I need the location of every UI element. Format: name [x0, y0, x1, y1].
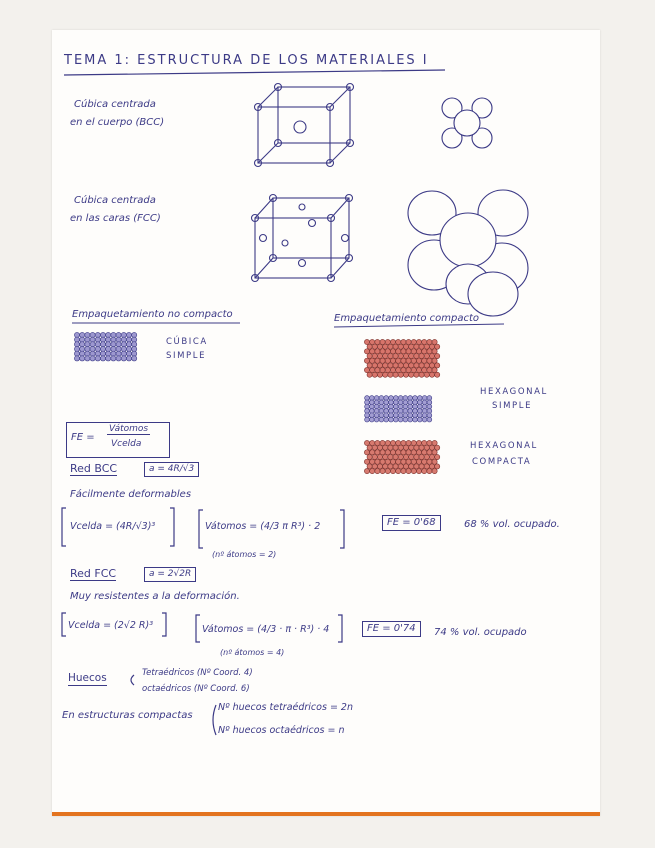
compact-red-atom: [372, 372, 377, 377]
compact-red-atom: [414, 353, 419, 358]
hex-compact-atom: [409, 445, 414, 450]
hex-compact-atom: [432, 468, 437, 473]
compact-red-atom: [424, 372, 429, 377]
compact-red-atom: [401, 367, 406, 372]
hex-compact-atom: [380, 450, 385, 455]
fcc-vcelda: Vcelda = (2√2 R)³: [68, 620, 154, 631]
hex-simple-atom: [374, 417, 379, 422]
bcc-label-line2: en el cuerpo (BCC): [70, 117, 165, 128]
simple-cubic-label-1: CÚBICA: [166, 337, 208, 347]
compact-red-atom: [411, 339, 416, 344]
compact-red-atom: [390, 339, 395, 344]
compact-red-atom: [393, 363, 398, 368]
hex-compact-atom: [370, 459, 375, 464]
compact-red-atom: [411, 349, 416, 354]
hex-simple-atom: [413, 417, 418, 422]
hex-compact-atom: [370, 440, 375, 445]
compact-red-atom: [372, 363, 377, 368]
bcc-spheres-drawing: [442, 98, 492, 148]
compact-red-atom: [396, 339, 401, 344]
compact-red-atom: [377, 372, 382, 377]
compact-red-atom: [385, 358, 390, 363]
compact-red-atom: [364, 367, 369, 372]
hex-compact-atom: [364, 450, 369, 455]
hex-compact-atom: [401, 459, 406, 464]
hex-compact-atom: [406, 468, 411, 473]
hex-compact-atom: [401, 440, 406, 445]
hex-simple-atom: [393, 417, 398, 422]
red-fcc-title: Red FCC: [70, 567, 117, 580]
hex-simple-label-1: HEXAGONAL: [480, 387, 548, 397]
hex-compact-atom: [388, 454, 393, 459]
hex-compact-atom: [393, 464, 398, 469]
compact-red-atom: [411, 358, 416, 363]
huecos-tetra: Tetraédricos (Nº Coord. 4): [142, 668, 253, 678]
hex-compact-atom: [370, 468, 375, 473]
hex-compact-atom: [411, 450, 416, 455]
hex-compact-atom: [396, 450, 401, 455]
compact-red-atom: [375, 339, 380, 344]
huecos-compact-label: En estructuras compactas: [62, 710, 193, 721]
compact-red-atom: [411, 367, 416, 372]
compact-red-atom: [385, 339, 390, 344]
compact-red-atom: [367, 363, 372, 368]
hex-simple-atom: [422, 417, 427, 422]
hex-compact-atom: [416, 468, 421, 473]
compact-red-atom: [364, 358, 369, 363]
compact-red-atom: [383, 363, 388, 368]
compact-red-atom: [403, 363, 408, 368]
compact-red-atom: [383, 344, 388, 349]
hex-compact-atom: [424, 464, 429, 469]
compact-red-atom: [380, 339, 385, 344]
compact-red-atom: [380, 367, 385, 372]
compact-red-atom: [401, 349, 406, 354]
notebook-page: [52, 30, 600, 816]
compact-red-atom: [409, 344, 414, 349]
compact-red-atom: [372, 353, 377, 358]
compact-red-atom: [398, 344, 403, 349]
compact-red-atom: [422, 339, 427, 344]
hex-simple-atom: [427, 417, 432, 422]
bcc-vatomos: Vátomos = (4/3 π R³) · 2: [205, 521, 321, 532]
compact-red-atom: [383, 372, 388, 377]
compact-red-atom: [390, 367, 395, 372]
hex-compact-atom: [375, 459, 380, 464]
hex-compact-atom: [375, 468, 380, 473]
huecos-octa: octaédricos (Nº Coord. 6): [142, 684, 250, 694]
simple-cubic-atom: [111, 356, 116, 361]
compact-red-atom: [422, 367, 427, 372]
huecos-octa-count: Nº huecos octaédricos = n: [218, 725, 345, 736]
compact-red-atom: [398, 372, 403, 377]
hex-compact-atom: [435, 464, 440, 469]
fe-numerator: Vátomos: [109, 424, 149, 434]
compact-red-atom: [409, 372, 414, 377]
simple-cubic-atom: [106, 356, 111, 361]
compact-red-atom: [432, 358, 437, 363]
compact-red-atom: [380, 349, 385, 354]
hex-compact-atom: [422, 459, 427, 464]
compact-red-atom: [401, 339, 406, 344]
compact-red-atom: [422, 358, 427, 363]
hex-compact-atom: [419, 454, 424, 459]
hex-simple-atom: [389, 417, 394, 422]
hex-simple-atom: [403, 417, 408, 422]
bcc-natomos: (nº átomos = 2): [212, 550, 277, 559]
fcc-vatomos: Vátomos = (4/3 · π · R³) · 4: [202, 624, 330, 635]
hex-compact-atom: [416, 440, 421, 445]
non-compact-title: Empaquetamiento no compacto: [72, 309, 233, 320]
simple-cubic-atom: [85, 356, 90, 361]
simple-cubic-atom: [90, 356, 95, 361]
simple-cubic-atom: [121, 356, 126, 361]
hex-compact-atom: [429, 464, 434, 469]
simple-cubic-atom: [95, 356, 100, 361]
fe-definition-box: [66, 422, 170, 458]
compact-red-atom: [427, 367, 432, 372]
hex-compact-atom: [375, 440, 380, 445]
compact-red-atom: [396, 367, 401, 372]
compact-red-atom: [367, 344, 372, 349]
hex-simple-label-2: SIMPLE: [492, 401, 533, 411]
hex-compact-atom: [406, 450, 411, 455]
hex-compact-atom: [372, 454, 377, 459]
hex-compact-atoms: [364, 440, 439, 473]
hex-compact-atom: [403, 464, 408, 469]
hex-compact-atom: [435, 454, 440, 459]
hex-compact-atom: [411, 468, 416, 473]
bcc-note: Fácilmente deformables: [70, 489, 192, 500]
bcc-cube-drawing: [255, 84, 354, 167]
hex-compact-atom: [393, 445, 398, 450]
compact-red-atom: [414, 372, 419, 377]
fcc-label-line1: Cúbica centrada: [74, 195, 156, 206]
hex-compact-atom: [414, 445, 419, 450]
compact-red-atom: [372, 344, 377, 349]
compact-red-atom: [375, 367, 380, 372]
compact-red-atom: [406, 367, 411, 372]
compact-red-atom: [406, 349, 411, 354]
compact-red-atom: [380, 358, 385, 363]
compact-red-atom: [367, 372, 372, 377]
fcc-occupied: 74 % vol. ocupado: [434, 627, 527, 638]
compact-red-atom: [424, 353, 429, 358]
hex-compact-atom: [424, 454, 429, 459]
compact-red-atom: [416, 367, 421, 372]
bcc-vcelda: Vcelda = (4R/√3)³: [70, 521, 156, 532]
compact-red-atom: [377, 344, 382, 349]
compact-red-atom: [388, 344, 393, 349]
hex-compact-atom: [370, 450, 375, 455]
compact-red-atom: [390, 349, 395, 354]
compact-red-atom: [364, 349, 369, 354]
title-underline: [64, 70, 445, 75]
compact-red-atom: [416, 339, 421, 344]
hex-compact-atom: [385, 459, 390, 464]
compact-red-atom: [429, 363, 434, 368]
hex-compact-atom: [393, 454, 398, 459]
compact-red-atom: [370, 358, 375, 363]
compact-title: Empaquetamiento compacto: [334, 313, 480, 324]
compact-red-atom: [393, 353, 398, 358]
compact-red-atom: [396, 358, 401, 363]
compact-red-atom: [377, 353, 382, 358]
hex-compact-atom: [432, 459, 437, 464]
hex-compact-atom: [380, 459, 385, 464]
hex-compact-atom: [422, 468, 427, 473]
hex-compact-atom: [416, 450, 421, 455]
compact-red-atom: [393, 344, 398, 349]
hex-compact-atom: [416, 459, 421, 464]
compact-red-atom: [409, 353, 414, 358]
compact-red-atom: [388, 363, 393, 368]
compact-red-atom: [364, 339, 369, 344]
compact-red-atom: [419, 344, 424, 349]
compact-red-atom: [383, 353, 388, 358]
compact-red-atom: [427, 339, 432, 344]
simple-cubic-atoms: [74, 332, 136, 361]
hex-simple-atom: [365, 417, 370, 422]
fcc-a-formula: a = 2√2R: [144, 567, 196, 582]
simple-cubic-atom: [116, 356, 121, 361]
fcc-natomos: (nº átomos = 4): [220, 648, 285, 657]
hex-compact-atom: [435, 445, 440, 450]
hex-compact-atom: [427, 440, 432, 445]
compact-red-atom: [427, 358, 432, 363]
hex-compact-atom: [409, 464, 414, 469]
hex-compact-atom: [367, 464, 372, 469]
hex-compact-atom: [419, 445, 424, 450]
hex-simple-atoms: [365, 396, 432, 422]
hex-simple-atom: [379, 417, 384, 422]
hex-compact-atom: [398, 464, 403, 469]
compact-red-atom: [370, 349, 375, 354]
compact-red-atom: [432, 349, 437, 354]
hex-compact-atom: [380, 468, 385, 473]
hex-compact-atom: [432, 440, 437, 445]
compact-red-atom: [424, 344, 429, 349]
compact-red-atom: [370, 367, 375, 372]
bcc-fe-result: FE = 0'68: [382, 515, 441, 531]
compact-red-atom: [377, 363, 382, 368]
compact-red-atom: [435, 353, 440, 358]
hex-compact-atom: [414, 464, 419, 469]
fcc-fe-result: FE = 0'74: [362, 621, 421, 637]
bcc-a-formula: a = 4R/√3: [144, 462, 199, 477]
compact-red-atom: [409, 363, 414, 368]
hex-compact-atom: [401, 450, 406, 455]
hex-compact-atom: [367, 454, 372, 459]
compact-red-atom: [416, 349, 421, 354]
fe-lhs: FE =: [71, 432, 95, 443]
red-bcc-title: Red BCC: [70, 462, 118, 475]
hex-compact-atom: [419, 464, 424, 469]
compact-red-atom: [385, 349, 390, 354]
compact-red-atom: [367, 353, 372, 358]
hex-compact-atom: [377, 454, 382, 459]
hex-compact-atom: [383, 454, 388, 459]
fcc-cube-drawing: [252, 195, 353, 282]
hex-compact-atom: [396, 440, 401, 445]
hex-compact-atom: [388, 445, 393, 450]
hex-simple-atom: [417, 417, 422, 422]
compact-red-atom: [435, 372, 440, 377]
huecos-tetra-count: Nº huecos tetraédricos = 2n: [218, 702, 353, 713]
huecos-title: Huecos: [68, 672, 107, 684]
bcc-occupied: 68 % vol. ocupado.: [464, 519, 560, 530]
compact-red-atom: [388, 353, 393, 358]
compact-red-atom: [416, 358, 421, 363]
drawings-layer: [52, 30, 600, 812]
hex-compact-atom: [377, 464, 382, 469]
compact-red-atom: [375, 349, 380, 354]
hex-compact-atom: [367, 445, 372, 450]
compact-red-atom: [429, 372, 434, 377]
simple-cubic-label-2: SIMPLE: [166, 351, 207, 361]
compact-red-atom: [419, 372, 424, 377]
compact-red-atom: [406, 358, 411, 363]
hex-compact-atom: [398, 454, 403, 459]
bcc-label-line1: Cúbica centrada: [74, 99, 156, 110]
compact-red-atom: [393, 372, 398, 377]
compact-red-atom: [429, 344, 434, 349]
hex-compact-atom: [409, 454, 414, 459]
compact-red-atoms: [364, 339, 439, 377]
compact-red-atom: [398, 353, 403, 358]
hex-compact-atom: [406, 459, 411, 464]
hex-compact-atom: [372, 445, 377, 450]
hex-simple-atom: [384, 417, 389, 422]
hex-compact-atom: [383, 464, 388, 469]
hex-compact-atom: [377, 445, 382, 450]
hex-simple-atom: [369, 417, 374, 422]
compact-red-atom: [388, 372, 393, 377]
compact-red-atom: [432, 367, 437, 372]
hex-compact-atom: [427, 468, 432, 473]
compact-red-atom: [427, 349, 432, 354]
hex-compact-atom: [424, 445, 429, 450]
hex-compact-atom: [364, 459, 369, 464]
hex-compact-atom: [398, 445, 403, 450]
hex-compact-atom: [411, 459, 416, 464]
page-title: TEMA 1: ESTRUCTURA DE LOS MATERIALES I: [64, 53, 429, 68]
hex-compact-label-1: HEXAGONAL: [470, 441, 538, 451]
hex-compact-atom: [372, 464, 377, 469]
compact-red-atom: [385, 367, 390, 372]
compact-red-atom: [414, 363, 419, 368]
compact-red-atom: [403, 344, 408, 349]
compact-red-atom: [370, 339, 375, 344]
simple-cubic-atom: [126, 356, 131, 361]
hex-compact-atom: [422, 440, 427, 445]
compact-red-atom: [419, 363, 424, 368]
hex-compact-atom: [403, 454, 408, 459]
compact-red-atom: [429, 353, 434, 358]
hex-simple-atom: [408, 417, 413, 422]
compact-red-atom: [435, 344, 440, 349]
hex-compact-atom: [390, 450, 395, 455]
hex-compact-atom: [427, 450, 432, 455]
hex-compact-atom: [390, 468, 395, 473]
compact-red-atom: [401, 358, 406, 363]
hex-compact-atom: [364, 468, 369, 473]
compact-red-atom: [398, 363, 403, 368]
hex-compact-atom: [406, 440, 411, 445]
simple-cubic-atom: [74, 356, 79, 361]
compact-red-atom: [403, 372, 408, 377]
compact-red-atom: [419, 353, 424, 358]
hex-compact-atom: [385, 450, 390, 455]
hex-compact-atom: [414, 454, 419, 459]
hex-compact-atom: [427, 459, 432, 464]
hex-compact-atom: [390, 459, 395, 464]
compact-red-atom: [424, 363, 429, 368]
compact-red-atom: [375, 358, 380, 363]
hex-compact-atom: [411, 440, 416, 445]
fe-denominator: Vcelda: [111, 439, 142, 449]
hex-compact-atom: [383, 445, 388, 450]
hex-compact-atom: [396, 468, 401, 473]
fcc-note: Muy resistentes a la deformación.: [70, 591, 240, 602]
hex-compact-atom: [364, 440, 369, 445]
compact-red-atom: [435, 363, 440, 368]
hex-compact-atom: [396, 459, 401, 464]
hex-compact-atom: [388, 464, 393, 469]
hex-compact-atom: [403, 445, 408, 450]
hex-compact-atom: [429, 454, 434, 459]
hex-compact-atom: [422, 450, 427, 455]
compact-red-atom: [403, 353, 408, 358]
compact-red-atom: [390, 358, 395, 363]
fcc-spheres-drawing: [408, 190, 528, 316]
compact-red-atom: [406, 339, 411, 344]
compact-red-atom: [396, 349, 401, 354]
hex-compact-atom: [385, 468, 390, 473]
hex-compact-atom: [375, 450, 380, 455]
compact-red-atom: [422, 349, 427, 354]
compact-red-atom: [414, 344, 419, 349]
compact-red-atom: [432, 339, 437, 344]
simple-cubic-atom: [100, 356, 105, 361]
fcc-label-line2: en las caras (FCC): [70, 213, 161, 224]
hex-compact-atom: [385, 440, 390, 445]
simple-cubic-atom: [132, 356, 137, 361]
simple-cubic-atom: [80, 356, 85, 361]
hex-simple-atom: [398, 417, 403, 422]
hex-compact-atom: [432, 450, 437, 455]
hex-compact-atom: [401, 468, 406, 473]
hex-compact-atom: [429, 445, 434, 450]
hex-compact-label-2: COMPACTA: [472, 457, 532, 467]
hex-compact-atom: [380, 440, 385, 445]
hex-compact-atom: [390, 440, 395, 445]
